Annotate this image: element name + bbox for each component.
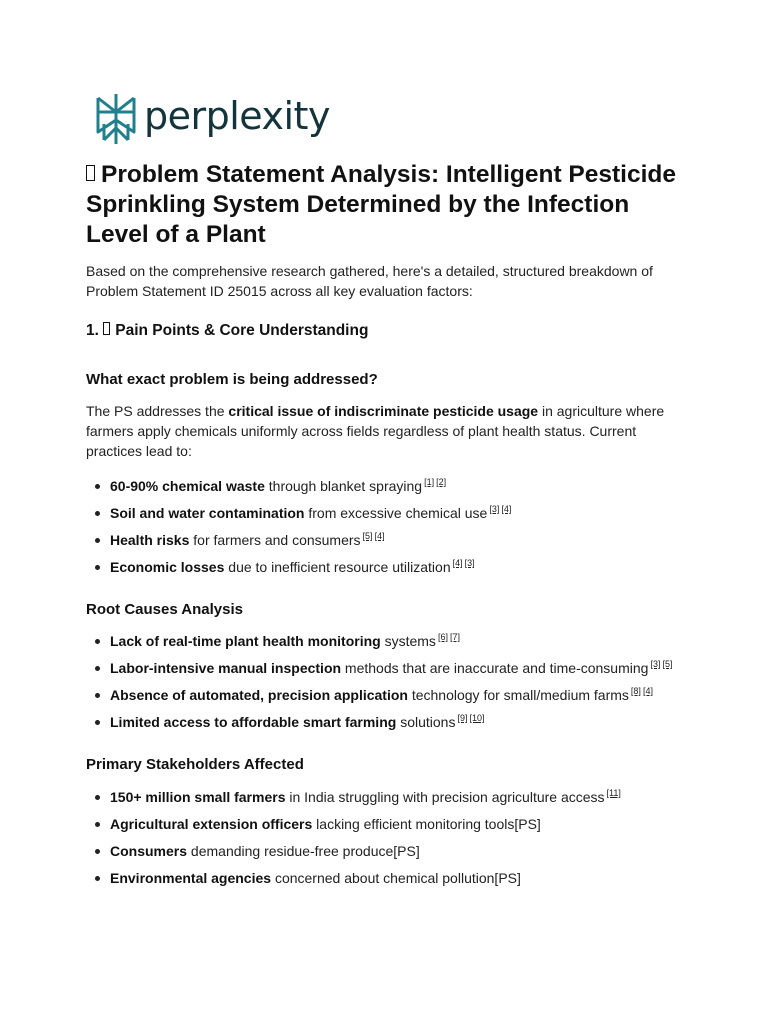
missing-glyph-icon: [86, 165, 95, 181]
list-item: Labor-intensive manual inspection methods that are inaccurate and time-consuming [3] [5]: [86, 658, 706, 685]
list-item: Limited access to affordable smart farming solutions [9] [10]: [86, 712, 706, 739]
citation-link[interactable]: [4]: [501, 504, 512, 514]
page-title: Problem Statement Analysis: Intelligent Pesticide Sprinkling System Determined by the Infection Level of a Plant: [86, 161, 676, 248]
citation-link[interactable]: [2]: [436, 477, 447, 487]
list-item: Soil and water contamination from excessive chemical use [3] [4]: [86, 503, 706, 530]
perplexity-logo: [94, 92, 330, 146]
citation-link[interactable]: [6]: [437, 632, 448, 642]
list-item: Agricultural extension officers lacking efficient monitoring tools[PS]: [86, 814, 706, 841]
citation-link[interactable]: [5]: [362, 531, 373, 541]
missing-glyph-icon: [103, 322, 110, 335]
list-item: Health risks for farmers and consumers [5] [4]: [86, 530, 706, 557]
citation-link[interactable]: [7]: [449, 632, 460, 642]
list-item: 60-90% chemical waste through blanket spraying [1] [2]: [86, 476, 706, 503]
list-item: Lack of real-time plant health monitoring systems [6] [7]: [86, 631, 706, 658]
citation-link[interactable]: [1]: [424, 477, 435, 487]
list-item: Consumers demanding residue-free produce[PS]: [86, 841, 706, 868]
citation-link[interactable]: [4]: [374, 531, 385, 541]
problem-paragraph: The PS addresses the critical issue of indiscriminate pesticide usage in agriculture where farmers apply chemicals uniformly across fields regardless of plant health status. Current practices lead to:: [86, 403, 665, 459]
citation-link[interactable]: [3]: [489, 504, 500, 514]
citation-link[interactable]: [3]: [650, 659, 661, 669]
citation-link[interactable]: [4]: [452, 558, 463, 568]
citation-link[interactable]: [11]: [606, 788, 621, 798]
stakeholders-list: [86, 787, 706, 895]
citation-link[interactable]: [10]: [469, 713, 485, 723]
list-item: Economic losses due to inefficient resource utilization [4] [3]: [86, 557, 706, 584]
citation-link[interactable]: [5]: [662, 659, 673, 669]
section-heading: 1. Pain Points & Core Understanding: [86, 322, 369, 339]
list-item: 150+ million small farmers in India struggling with precision agriculture access [11]: [86, 787, 706, 814]
perplexity-logo-icon: [94, 92, 138, 146]
root-causes-list: [86, 631, 706, 739]
intro-paragraph: Based on the comprehensive research gathered, here's a detailed, structured breakdown of Problem Statement ID 25015 across all key evaluation factors:: [86, 263, 653, 299]
list-item: Absence of automated, precision application technology for small/medium farms [8] [4]: [86, 685, 706, 712]
perplexity-wordmark: perplexity: [144, 94, 330, 138]
problem-heading: What exact problem is being addressed?: [86, 371, 378, 388]
root-causes-heading: Root Causes Analysis: [86, 601, 243, 618]
stakeholders-heading: Primary Stakeholders Affected: [86, 756, 304, 773]
problem-list: [86, 476, 706, 584]
citation-link[interactable]: [4]: [642, 686, 653, 696]
citation-link[interactable]: [8]: [630, 686, 641, 696]
list-item: Environmental agencies concerned about chemical pollution[PS]: [86, 868, 706, 895]
citation-link[interactable]: [9]: [457, 713, 468, 723]
citation-link[interactable]: [3]: [464, 558, 475, 568]
